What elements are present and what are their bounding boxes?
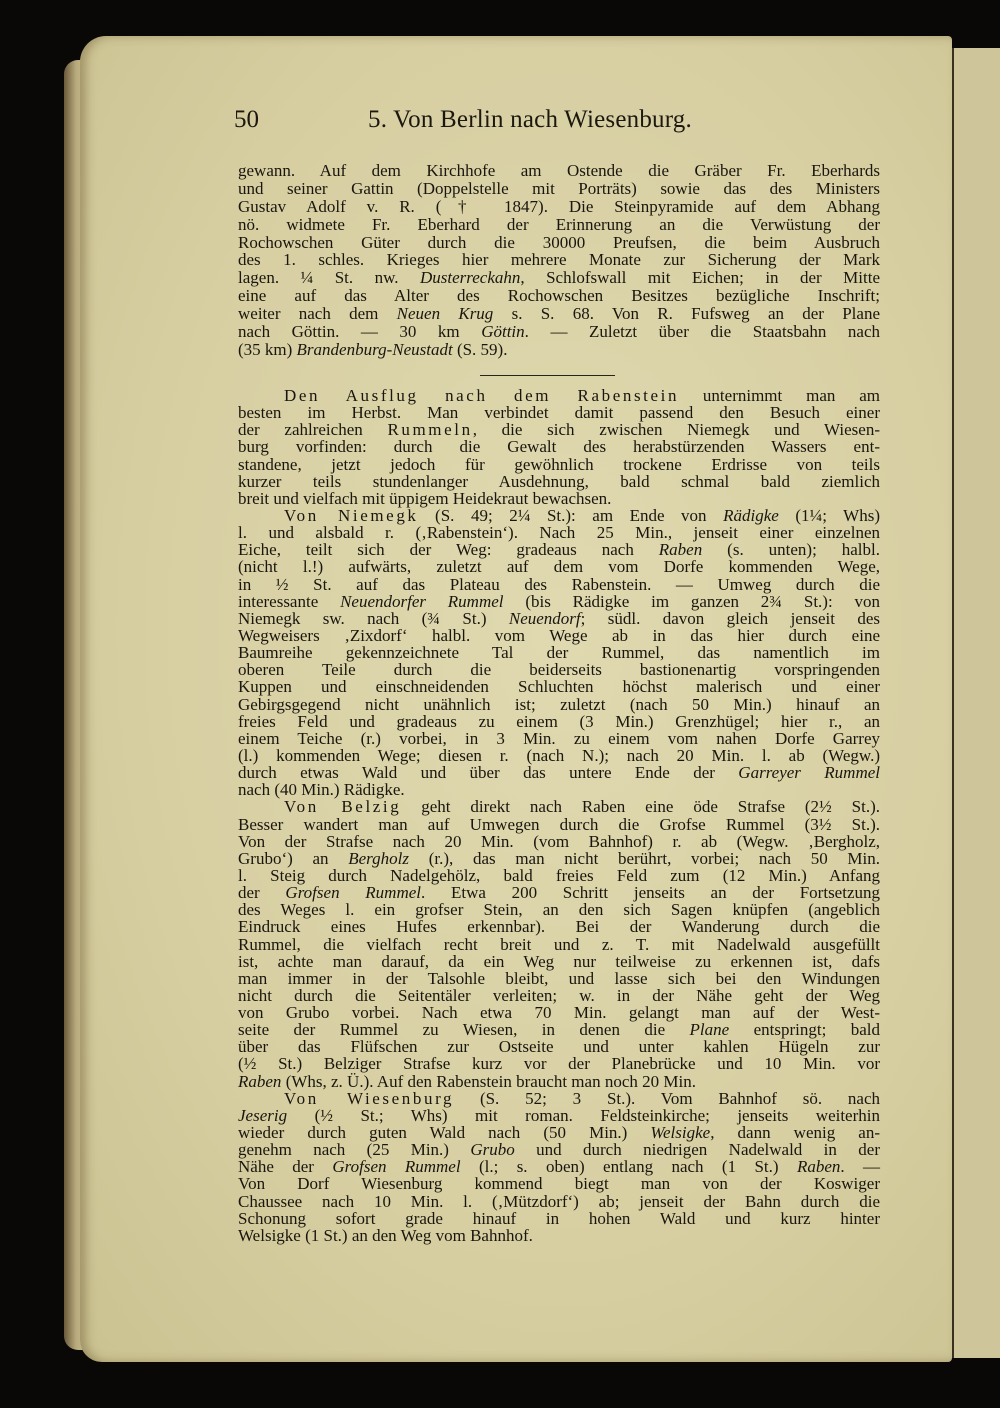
text-line (238, 1210, 880, 1227)
text-run: (½ St.; Whs) mit roman. Feldsteinkirche; jenseits weiterhin (287, 1105, 880, 1125)
spaced-heading-text: Den Ausflug nach dem Rabenstein (284, 386, 680, 405)
text-run: ; südl. davon gleich jenseit des (580, 608, 880, 628)
text-run: nicht durch die Seitentäler verleiten; w. in der Nähe geht der Weg (238, 985, 880, 1005)
text-line (238, 833, 880, 850)
text-line (238, 198, 880, 216)
italic-place-name: Plane (689, 1020, 730, 1040)
text-line (238, 918, 880, 935)
text-run: weiter nach dem (238, 304, 397, 324)
text-line (238, 970, 880, 987)
text-line (238, 816, 880, 833)
running-title: 5. Von Berlin nach Wiesenburg. (368, 106, 692, 133)
text-run: Gustav Adolf v. R. († 1847). Die Steinpyramide auf dem Abhang (238, 196, 880, 216)
text-line (238, 953, 880, 970)
paragraph (238, 798, 880, 1089)
italic-place-name: Neuendorfer Rummel (340, 591, 504, 611)
text-run: eine auf das Alter des Rochowschen Besitzes bezügliche Inschrift; (238, 286, 880, 306)
text-run: Rummel, die vielfach recht breit und z. T. mit Nadelwald ausgefüllt (238, 934, 880, 954)
text-run: breit und vielfach mit üppigem Heidekraut bewachsen. (238, 488, 612, 508)
text-run: (bis Rädigke im ganzen 2¾ St.): von (503, 591, 880, 611)
text-line (238, 1038, 880, 1055)
page-number: 50 (234, 106, 259, 133)
text-run: interessante (238, 591, 341, 611)
text-run: s. S. 68. Von R. Fufsweg an der Plane (493, 304, 880, 324)
italic-place-name: Göttin (481, 322, 525, 342)
text-line (238, 341, 880, 359)
text-run: der (238, 883, 286, 903)
text-line (238, 541, 880, 558)
text-line (238, 180, 880, 198)
text-run: (Whs, z. Ü.). Auf den Rabenstein braucht man noch 20 Min. (281, 1071, 696, 1091)
text-run: (½ St.) Belziger Strafse kurz vor der Planebrücke und 10 Min. vor (238, 1054, 880, 1074)
text-line (238, 936, 880, 953)
text-line (238, 234, 880, 252)
italic-place-name: Dusterreckahn (419, 268, 521, 288)
text-run: oberen Teile durch die beiderseits bastionenartig vorspringenden (238, 660, 880, 680)
italic-place-name: Jeserig (238, 1105, 288, 1125)
text-run: und seiner Gattin (Doppelstelle mit Porträts) sowie das des Ministers (238, 178, 880, 198)
text-run: , Schlofswall mit Eichen; in der Mitte (520, 268, 880, 288)
text-run: nach (40 Min.) Rädigke. (238, 780, 405, 800)
italic-place-name: Welsigke (650, 1123, 711, 1143)
text-line (238, 644, 880, 661)
text-line (238, 269, 880, 287)
text-run: . Etwa 200 Schritt jenseits an der Fortsetzung (421, 883, 880, 903)
text-line (238, 305, 880, 323)
text-run: Rochowschen Güter durch die 30000 Preufsen, die beim Ausbruch (238, 232, 880, 252)
text-run: Kuppen und einschneidenden Schluchten höchst malerisch und einer (238, 677, 880, 697)
text-line (238, 251, 880, 269)
text-run: Von Dorf Wiesenburg kommend biegt man von der Koswiger (238, 1174, 880, 1194)
text-run: Eiche, teilt sich der Weg: gradeaus nach (238, 540, 659, 560)
text-run: Welsigke (1 St.) an den Weg vom Bahnhof. (238, 1225, 533, 1245)
text-run: Nähe der (238, 1157, 333, 1177)
text-run: des Weges l. ein grofser Stein, an den sich Sagen knüpfen (angeblich (238, 900, 880, 920)
text-run: (r.), das man nicht berührt, vorbei; nach 50 Min. (409, 848, 881, 868)
text-line (238, 1090, 880, 1107)
text-run: unternimmt man am (679, 386, 880, 405)
spaced-heading-text: Rummeln (387, 420, 473, 440)
text-line (238, 781, 880, 798)
italic-place-name: Grubo (470, 1140, 515, 1160)
text-line (238, 1107, 880, 1124)
text-line (238, 1004, 880, 1021)
spaced-heading-text: Von Niemegk (284, 505, 419, 525)
text-run: burg vorfinden: durch die Gewalt des herabstürzenden Wassers ent- (238, 437, 880, 457)
italic-place-name: Raben (658, 540, 703, 560)
section-divider (480, 375, 615, 376)
text-line (238, 323, 880, 341)
text-run: ist, achte man darauf, da ein Weg nur teilweise zu erkennen ist, dafs (238, 951, 880, 971)
text-line (238, 1227, 880, 1244)
italic-place-name: Raben (796, 1157, 841, 1177)
text-run: . — (840, 1157, 881, 1177)
text-run: (s. unten); halbl. (702, 540, 880, 560)
running-header (234, 106, 880, 136)
text-line (238, 798, 880, 815)
text-line (238, 456, 880, 473)
text-run: (S. 59). (452, 339, 508, 359)
text-line (238, 610, 880, 627)
text-run: kurzer teils stundenlanger Ausdehnung, bald schmal bald ziemlich (238, 471, 880, 491)
text-line (238, 747, 880, 764)
text-line (238, 576, 880, 593)
text-run: gewann. Auf dem Kirchhofe am Ostende die Gräber Fr. Eberhards (238, 161, 880, 180)
text-line (238, 558, 880, 575)
text-run: geht direkt nach Raben eine öde Strafse (2½ St.). (401, 797, 880, 817)
text-line (238, 1055, 880, 1072)
text-run: einem Teiche (r.) vorbei, in 3 Min. zu einem vom nahen Dorfe Garrey (238, 728, 880, 748)
text-run: . — Zuletzt über die Staatsbahn nach (524, 322, 880, 342)
text-run: freies Feld und gradeaus zu einem (3 Min.) Grenzhügel; hier r., an (238, 711, 880, 731)
text-run: Gebirgsgegend nicht unähnlich ist; zuletzt (nach 50 Min.) hinauf an (238, 694, 880, 714)
text-line (238, 867, 880, 884)
italic-place-name: Garreyer Rummel (738, 763, 880, 783)
text-line (238, 850, 880, 867)
text-line (238, 593, 880, 610)
text-run: Schonung sofort grade hinauf in hohen Wald und kurz hinter (238, 1208, 880, 1228)
text-run: seite der Rummel zu Wiesen, in denen die (238, 1020, 690, 1040)
text-run: wieder durch guten Wald nach (50 Min.) (238, 1123, 651, 1143)
text-line (238, 1141, 880, 1158)
text-line (238, 678, 880, 695)
text-run: über das Flüfschen zur Ostseite und unter kahlen Hügeln zur (238, 1037, 880, 1057)
text-run: Niemegk sw. nach (¾ St.) (238, 608, 509, 628)
text-run: (S. 49; 2¼ St.): am Ende von (418, 505, 724, 525)
text-line (238, 387, 880, 404)
text-line (238, 421, 880, 438)
text-line (238, 884, 880, 901)
paragraph (238, 1090, 880, 1244)
text-line (238, 490, 880, 507)
spaced-heading-text: Von Wiesenburg (284, 1088, 455, 1108)
italic-place-name: Brandenburg-Neustadt (296, 339, 453, 359)
text-run: durch etwas Wald und über das untere Ende der (238, 763, 739, 783)
italic-place-name: Bergholz (348, 848, 409, 868)
text-line (238, 1124, 880, 1141)
text-line (238, 438, 880, 455)
text-run: standene, jetzt jedoch für gewöhnlich trockene Erdrisse von teils (238, 454, 880, 474)
text-line (238, 1193, 880, 1210)
text-run: und durch niedrigen Nadelwald in der (514, 1140, 880, 1160)
text-line (238, 901, 880, 918)
text-run: der zahlreichen (238, 420, 388, 440)
text-run: Grubo‘) an (238, 848, 349, 868)
italic-place-name: Rädigke (723, 505, 779, 525)
text-line (238, 661, 880, 678)
italic-place-name: Neuendorf (508, 608, 581, 628)
text-run: entspringt; bald (729, 1020, 881, 1040)
text-run: Besser wandert man auf Umwegen durch die Grofse Rummel (3½ St.). (238, 814, 880, 834)
text-run: Von der Strafse nach 20 Min. (vom Bahnhof) r. ab (Wegw. ‚Bergholz, (238, 831, 880, 851)
italic-place-name: Raben (238, 1071, 282, 1091)
text-run: besten im Herbst. Man verbindet damit passend den Besuch einer (238, 403, 880, 423)
text-run: man immer in der Talsohle bleibt, und lasse sich bei den Windungen (238, 968, 880, 988)
text-run: l. und alsbald r. (‚Rabenstein‘). Nach 25 Min., jenseit einer einzelnen (238, 523, 880, 543)
facing-page-edge (952, 48, 1000, 1358)
text-run: l. Steig durch Nadelgehölz, bald freies Feld zum (12 Min.) Anfang (238, 865, 880, 885)
text-line (238, 473, 880, 490)
text-run: lagen. ¼ St. nw. (238, 268, 420, 288)
text-run: genehm nach (25 Min.) (238, 1140, 471, 1160)
text-run: (1¼; Whs) (778, 505, 880, 525)
text-run: Baumreihe gekennzeichnete Tal der Rummel, das namentlich im (238, 643, 880, 663)
text-run: in ½ St. auf das Plateau des Rabenstein. — Umweg durch die (238, 574, 880, 594)
text-run: (35 km) (238, 339, 297, 359)
text-line (238, 404, 880, 421)
text-line (238, 1158, 880, 1175)
text-run: (l.) kommenden Wege; diesen r. (nach N.); nach 20 Min. l. ab (Wegw.) (238, 745, 880, 765)
text-line (238, 627, 880, 644)
text-line (238, 162, 880, 180)
text-line (238, 764, 880, 781)
text-run: Eindruck eines Hufes erkennbar). Bei der Wanderung durch die (238, 917, 880, 937)
text-line (238, 524, 880, 541)
text-run: , die sich zwischen Niemegk und Wiesen- (472, 420, 880, 440)
text-run: (l.; s. oben) entlang nach (1 St.) (460, 1157, 797, 1177)
italic-place-name: Grofsen Rummel (285, 883, 421, 903)
italic-place-name: Grofsen Rummel (332, 1157, 461, 1177)
text-run: (nicht l.!) aufwärts, zuletzt auf dem vom Dorfe kommenden Wege, (238, 557, 880, 577)
text-line (238, 287, 880, 305)
text-line (238, 1175, 880, 1192)
text-run: von Grubo vorbei. Nach etwa 70 Min. gelangt man auf der West- (238, 1003, 880, 1023)
paragraph (238, 507, 880, 798)
route-section (238, 387, 880, 1244)
italic-place-name: Neuen Krug (396, 304, 494, 324)
text-line (238, 1021, 880, 1038)
text-run: des 1. schles. Krieges hier mehrere Monate zur Sicherung der Mark (238, 250, 880, 270)
text-line (238, 713, 880, 730)
text-run: (S. 52; 3 St.). Vom Bahnhof sö. nach (454, 1088, 881, 1108)
text-line (238, 216, 880, 234)
continuation-paragraph (238, 162, 880, 359)
text-line (238, 696, 880, 713)
paragraph (238, 387, 880, 507)
text-line (238, 1073, 880, 1090)
text-line (238, 507, 880, 524)
text-run: Wegweisers ‚Zixdorf‘ halbl. vom Wege ab in das hier durch eine (238, 625, 880, 645)
text-run: nach Göttin. — 30 km (238, 322, 482, 342)
spaced-heading-text: Von Belzig (284, 797, 402, 817)
text-run: , dann wenig an- (710, 1123, 880, 1143)
text-line (238, 730, 880, 747)
text-run: Chaussee nach 10 Min. l. (‚Mützdorf‘) ab; jenseit der Bahn durch die (238, 1191, 880, 1211)
text-run: nö. widmete Fr. Eberhard der Erinnerung an die Verwüstung der (238, 214, 880, 234)
text-line (238, 987, 880, 1004)
